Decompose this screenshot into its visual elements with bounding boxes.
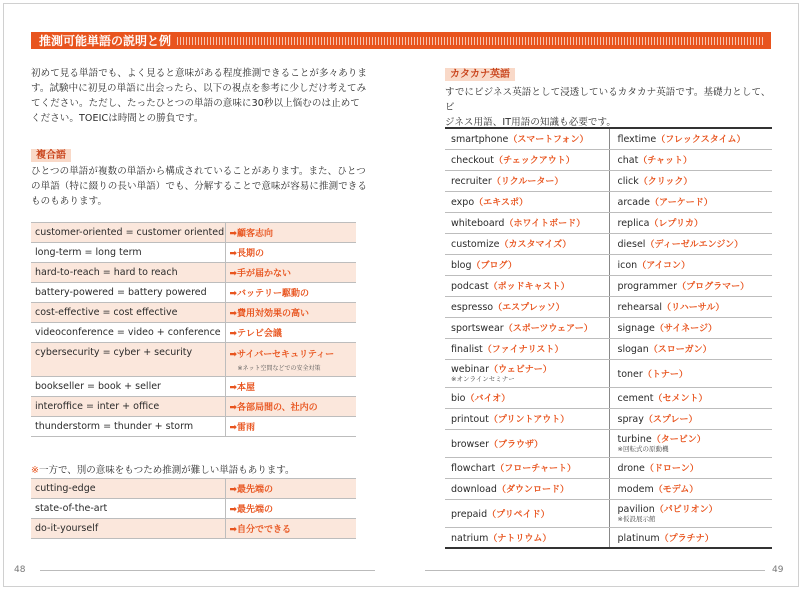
katakana-cell bbox=[445, 317, 609, 338]
katakana-text: プリントアウト bbox=[497, 415, 561, 425]
katakana-reading: （ポッドキャスト） bbox=[488, 282, 570, 292]
table-row bbox=[445, 408, 772, 429]
katakana-cell bbox=[609, 212, 772, 233]
katakana-text: スプレー bbox=[652, 415, 689, 425]
compound-meaning bbox=[225, 377, 356, 397]
table-row bbox=[31, 243, 356, 263]
compound-line: ひとつの単語が複数の単語から構成されていることがあります。また、ひとつ bbox=[31, 166, 366, 177]
english-word: toner bbox=[617, 368, 643, 380]
katakana-cell bbox=[609, 338, 772, 359]
katakana-text: クリック bbox=[647, 177, 684, 187]
english-word: replica bbox=[617, 218, 650, 229]
compound-meaning bbox=[225, 223, 356, 243]
meaning-text: 自分でできる bbox=[237, 525, 292, 535]
exception-word: state-of-the-art bbox=[31, 499, 225, 519]
intro-paragraph bbox=[31, 66, 371, 126]
katakana-cell bbox=[445, 254, 609, 275]
katakana-reading: （スローガン） bbox=[648, 345, 712, 355]
table-row bbox=[31, 417, 356, 437]
page-number-left: 48 bbox=[14, 565, 26, 575]
compound-word: cybersecurity = cyber + security bbox=[31, 343, 225, 377]
katakana-text: ブログ bbox=[480, 261, 508, 271]
katakana-reading: （ドローン） bbox=[644, 464, 699, 474]
katakana-text: ナトリウム bbox=[497, 533, 543, 544]
compound-meaning bbox=[225, 243, 356, 263]
katakana-reading: （ダウンロード） bbox=[496, 485, 569, 495]
arrow-icon: ➡ bbox=[229, 350, 238, 360]
katakana-text: アーケード bbox=[658, 198, 704, 208]
katakana-cell bbox=[445, 478, 609, 499]
katakana-cell bbox=[609, 387, 772, 408]
english-word: natrium bbox=[451, 532, 489, 544]
katakana-text: ウェビナー bbox=[498, 365, 543, 375]
katakana-cell bbox=[445, 429, 609, 457]
katakana-cell bbox=[445, 149, 609, 170]
katakana-cell bbox=[609, 233, 772, 254]
katakana-cell bbox=[609, 275, 772, 296]
english-word: chat bbox=[617, 155, 639, 166]
katakana-reading: （ブラウザ） bbox=[489, 439, 544, 450]
katakana-text: スポーツウェアー bbox=[512, 324, 584, 334]
english-word: modem bbox=[617, 484, 654, 495]
katakana-reading: （スマートフォン） bbox=[508, 135, 589, 146]
katakana-text: レプリカ bbox=[658, 219, 694, 229]
exception-word: cutting-edge bbox=[31, 479, 225, 499]
english-word: webinar bbox=[451, 364, 490, 375]
katakana-note: ※回転式の原動機 bbox=[617, 445, 669, 453]
table-row bbox=[445, 338, 772, 359]
english-word: whiteboard bbox=[451, 218, 505, 229]
compound-meaning bbox=[225, 323, 356, 343]
meaning-text: テレビ会議 bbox=[237, 329, 282, 339]
katakana-reading: （パビリオン） bbox=[654, 505, 718, 515]
katakana-text: リクルーター bbox=[500, 177, 555, 187]
meaning-text: 雷雨 bbox=[237, 423, 256, 433]
english-word: flowchart bbox=[451, 463, 496, 474]
katakana-cell bbox=[609, 359, 772, 387]
katakana-cell bbox=[445, 233, 609, 254]
katakana-cell bbox=[445, 408, 609, 429]
arrow-icon: ➡ bbox=[229, 269, 238, 279]
footer-rule-left bbox=[40, 570, 375, 571]
compound-meaning bbox=[225, 263, 356, 283]
english-word: smartphone bbox=[451, 134, 509, 146]
katakana-text: モデム bbox=[662, 485, 690, 495]
katakana-note: ※仮設展示館 bbox=[617, 515, 656, 523]
katakana-cell bbox=[609, 478, 772, 499]
table-row bbox=[31, 397, 356, 417]
english-word: blog bbox=[451, 260, 472, 271]
english-word: platinum bbox=[617, 532, 660, 544]
katakana-note: ※オンラインセミナー bbox=[451, 375, 515, 383]
table-row bbox=[445, 527, 772, 548]
compound-meaning bbox=[225, 397, 356, 417]
english-word: sportswear bbox=[451, 323, 504, 334]
english-word: expo bbox=[451, 197, 475, 208]
katakana-reading: （チェックアウト） bbox=[494, 156, 575, 166]
english-word: signage bbox=[617, 323, 655, 334]
exception-word: do-it-yourself bbox=[31, 519, 225, 539]
table-row bbox=[445, 191, 772, 212]
katakana-reading: （プリペイド） bbox=[487, 509, 550, 520]
english-word: bio bbox=[451, 393, 466, 404]
table-row bbox=[31, 323, 356, 343]
compound-word: videoconference = video + conference bbox=[31, 323, 225, 343]
katakana-cell bbox=[445, 457, 609, 478]
english-word: prepaid bbox=[451, 508, 488, 520]
english-word: spray bbox=[617, 414, 644, 425]
section-header bbox=[31, 32, 771, 49]
table-row bbox=[445, 275, 772, 296]
exception-meaning bbox=[225, 519, 356, 539]
english-word: finalist bbox=[451, 344, 483, 355]
katakana-reading: （セメント） bbox=[653, 394, 708, 404]
katakana-cell bbox=[445, 212, 609, 233]
katakana-cell bbox=[609, 408, 772, 429]
compound-table bbox=[31, 222, 356, 437]
katakana-reading: （トナー） bbox=[642, 369, 688, 380]
compound-meaning bbox=[225, 343, 356, 377]
katakana-text: パビリオン bbox=[663, 505, 709, 515]
table-row bbox=[445, 429, 772, 457]
table-row bbox=[445, 254, 772, 275]
english-word: checkout bbox=[451, 155, 495, 166]
compound-word: interoffice = inter + office bbox=[31, 397, 225, 417]
katakana-text: ドローン bbox=[653, 464, 690, 474]
katakana-reading: （ウェビナー） bbox=[489, 365, 552, 375]
compound-word: bookseller = book + seller bbox=[31, 377, 225, 397]
english-word: drone bbox=[617, 463, 645, 474]
table-row bbox=[31, 343, 356, 377]
arrow-icon: ➡ bbox=[229, 525, 238, 535]
table-row bbox=[31, 263, 356, 283]
katakana-line: ジネス用語、IT用語の知識も必要です。 bbox=[445, 117, 616, 128]
katakana-reading: （ブログ） bbox=[471, 261, 517, 271]
katakana-text: カスタマイズ bbox=[508, 240, 563, 250]
compound-line: の単語（特に綴りの長い単語）でも、分解することで意味が容易に推測できる bbox=[31, 181, 368, 192]
meaning-note: ※ネット空間などでの安全対策 bbox=[237, 365, 321, 372]
compound-word: hard-to-reach = hard to reach bbox=[31, 263, 225, 283]
katakana-text: バイオ bbox=[474, 394, 502, 404]
katakana-reading: （チャット） bbox=[638, 156, 693, 166]
katakana-reading: （プログラマー） bbox=[677, 282, 750, 292]
table-row bbox=[445, 149, 772, 170]
meaning-text: バッテリー駆動の bbox=[237, 289, 310, 299]
english-word: turbine bbox=[617, 434, 652, 445]
table-row bbox=[445, 499, 772, 527]
english-word: slogan bbox=[617, 344, 649, 355]
katakana-cell bbox=[609, 254, 772, 275]
katakana-reading: （レプリカ） bbox=[649, 219, 703, 229]
katakana-text: アイコン bbox=[646, 261, 682, 271]
katakana-reading: （バイオ） bbox=[465, 394, 511, 404]
katakana-cell bbox=[609, 149, 772, 170]
table-row bbox=[445, 233, 772, 254]
katakana-text: スマートフォン bbox=[517, 135, 580, 146]
katakana-tag: カタカナ英語 bbox=[445, 68, 515, 81]
table-row bbox=[445, 387, 772, 408]
arrow-icon: ➡ bbox=[229, 383, 238, 393]
meaning-text: 各部局間の、社内の bbox=[237, 403, 318, 413]
compound-tag: 複合語 bbox=[31, 149, 71, 162]
compound-meaning bbox=[225, 417, 356, 437]
katakana-reading: （スプレー） bbox=[643, 415, 698, 425]
katakana-cell bbox=[445, 359, 609, 387]
arrow-icon: ➡ bbox=[229, 249, 238, 259]
intro-line: す。試験中に初見の単語に出会ったら、以下の視点を参考に少しだけ考えてみ bbox=[31, 83, 367, 94]
katakana-text: セメント bbox=[662, 394, 699, 404]
exception-meaning bbox=[225, 499, 356, 519]
header-stripe bbox=[177, 37, 765, 45]
table-row bbox=[445, 128, 772, 149]
katakana-text: ホワイトボード bbox=[513, 219, 577, 229]
katakana-reading: （プリントアウト） bbox=[488, 415, 570, 425]
katakana-cell bbox=[609, 296, 772, 317]
section-title: 推測可能単語の説明と例 bbox=[39, 34, 172, 48]
katakana-text: ダウンロード bbox=[505, 485, 560, 495]
katakana-text: ブラウザ bbox=[498, 439, 535, 450]
compound-word: customer-oriented = customer oriented bbox=[31, 223, 225, 243]
english-word: arcade bbox=[617, 197, 650, 208]
arrow-icon: ➡ bbox=[229, 309, 238, 319]
katakana-reading: （ナトリウム） bbox=[488, 533, 552, 544]
katakana-text: プラチナ bbox=[668, 533, 705, 544]
intro-line: てください。ただし、たったひとつの単語の意味に30秒以上悩むのは止めて bbox=[31, 98, 360, 109]
compound-word: thunderstorm = thunder + storm bbox=[31, 417, 225, 437]
english-word: download bbox=[451, 484, 497, 495]
meaning-text: サイバーセキュリティー bbox=[237, 350, 335, 360]
katakana-reading: （フローチャート） bbox=[495, 464, 577, 474]
english-word: icon bbox=[617, 260, 638, 271]
footer-rule-right bbox=[425, 570, 765, 571]
intro-line: 初めて見る単語でも、よく見ると意味がある程度推測できることが多々ありま bbox=[31, 68, 368, 79]
katakana-cell bbox=[445, 128, 609, 149]
english-word: pavilion bbox=[617, 504, 655, 515]
compound-paragraph bbox=[31, 164, 371, 209]
page-number-right: 49 bbox=[772, 565, 784, 575]
katakana-reading: （フレックスタイム） bbox=[656, 135, 746, 146]
katakana-reading: （アーケード） bbox=[649, 198, 713, 208]
katakana-cell bbox=[609, 527, 772, 548]
katakana-text: チャット bbox=[647, 156, 684, 166]
meaning-text: 最先端の bbox=[237, 505, 274, 515]
compound-word: long-term = long term bbox=[31, 243, 225, 263]
katakana-text: サイネージ bbox=[663, 324, 708, 334]
katakana-reading: （リハーサル） bbox=[662, 303, 725, 313]
arrow-icon: ➡ bbox=[229, 423, 238, 433]
katakana-cell bbox=[609, 191, 772, 212]
arrow-icon: ➡ bbox=[229, 403, 238, 413]
exception-table bbox=[31, 478, 356, 539]
katakana-text: エスプレッソ bbox=[502, 303, 556, 313]
meaning-text: 本屋 bbox=[237, 383, 256, 393]
katakana-reading: （モデム） bbox=[653, 485, 699, 495]
katakana-cell bbox=[609, 457, 772, 478]
katakana-text: リハーサル bbox=[671, 303, 716, 313]
katakana-text: ポッドキャスト bbox=[497, 282, 561, 292]
table-row bbox=[445, 170, 772, 191]
english-word: click bbox=[617, 176, 639, 187]
table-row bbox=[445, 317, 772, 338]
katakana-cell bbox=[445, 170, 609, 191]
english-word: recruiter bbox=[451, 176, 492, 187]
compound-meaning bbox=[225, 303, 356, 323]
table-row bbox=[31, 377, 356, 397]
table-row bbox=[31, 499, 356, 519]
english-word: programmer bbox=[617, 281, 678, 292]
katakana-cell bbox=[445, 338, 609, 359]
katakana-reading: （クリック） bbox=[638, 177, 693, 187]
note-text: 一方で、別の意味をもつため推測が難しい単語もあります。 bbox=[38, 465, 295, 476]
katakana-cell bbox=[609, 317, 772, 338]
table-row bbox=[445, 359, 772, 387]
katakana-cell bbox=[445, 387, 609, 408]
katakana-reading: （エキスポ） bbox=[474, 198, 529, 208]
katakana-cell bbox=[609, 429, 772, 457]
katakana-reading: （サイネージ） bbox=[654, 324, 717, 334]
english-word: customize bbox=[451, 239, 500, 250]
compound-word: cost-effective = cost effective bbox=[31, 303, 225, 323]
meaning-text: 手が届かない bbox=[237, 269, 292, 279]
intro-line: ください。TOEICは時間との勝負です。 bbox=[31, 113, 204, 124]
compound-line: ものもあります。 bbox=[31, 196, 108, 207]
katakana-paragraph bbox=[445, 85, 775, 130]
table-row bbox=[445, 296, 772, 317]
table-row bbox=[445, 457, 772, 478]
katakana-reading: （タービン） bbox=[651, 435, 706, 445]
katakana-text: タービン bbox=[660, 435, 697, 445]
katakana-reading: （リクルーター） bbox=[491, 177, 564, 187]
katakana-cell bbox=[445, 527, 609, 548]
katakana-text: プログラマー bbox=[686, 282, 741, 292]
english-word: cement bbox=[617, 393, 654, 404]
note-mark: ※ bbox=[31, 465, 39, 476]
katakana-cell bbox=[609, 128, 772, 149]
exception-meaning bbox=[225, 479, 356, 499]
english-word: browser bbox=[451, 438, 490, 450]
english-word: flextime bbox=[617, 134, 657, 146]
meaning-text: 長期の bbox=[237, 249, 265, 259]
katakana-text: ファイナリスト bbox=[491, 345, 555, 355]
meaning-text: 費用対効果の高い bbox=[237, 309, 310, 319]
table-row bbox=[31, 479, 356, 499]
katakana-reading: （エスプレッソ） bbox=[493, 303, 565, 313]
katakana-reading: （ディーゼルエンジン） bbox=[645, 240, 744, 250]
exception-note bbox=[31, 462, 295, 476]
english-word: rehearsal bbox=[617, 302, 663, 313]
katakana-text: トナー bbox=[651, 369, 679, 380]
katakana-reading: （ファイナリスト） bbox=[482, 345, 564, 355]
katakana-reading: （プラチナ） bbox=[659, 533, 714, 544]
arrow-icon: ➡ bbox=[229, 505, 238, 515]
katakana-reading: （カスタマイズ） bbox=[499, 240, 572, 250]
meaning-text: 顧客志向 bbox=[237, 229, 274, 239]
katakana-text: ディーゼルエンジン bbox=[654, 240, 735, 250]
compound-meaning bbox=[225, 283, 356, 303]
katakana-text: チェックアウト bbox=[503, 156, 566, 166]
meaning-text: 最先端の bbox=[237, 485, 274, 495]
arrow-icon: ➡ bbox=[229, 229, 238, 239]
katakana-text: エキスポ bbox=[483, 198, 519, 208]
katakana-text: フローチャート bbox=[504, 464, 568, 474]
katakana-cell bbox=[445, 191, 609, 212]
katakana-line: すでにビジネス英語として浸透しているカタカナ英語です。基礎力として、ビ bbox=[445, 87, 771, 113]
katakana-text: スローガン bbox=[657, 345, 703, 355]
english-word: espresso bbox=[451, 302, 494, 313]
table-row bbox=[445, 478, 772, 499]
table-row bbox=[31, 519, 356, 539]
katakana-cell bbox=[445, 296, 609, 317]
katakana-table bbox=[445, 127, 772, 549]
katakana-cell bbox=[609, 499, 772, 527]
english-word: printout bbox=[451, 414, 489, 425]
table-row bbox=[31, 303, 356, 323]
katakana-text: フレックスタイム bbox=[665, 135, 737, 146]
katakana-cell bbox=[609, 170, 772, 191]
arrow-icon: ➡ bbox=[229, 289, 238, 299]
table-row bbox=[31, 223, 356, 243]
table-row bbox=[31, 283, 356, 303]
katakana-cell bbox=[445, 499, 609, 527]
english-word: podcast bbox=[451, 281, 489, 292]
table-row bbox=[445, 212, 772, 233]
english-word: diesel bbox=[617, 239, 646, 250]
katakana-reading: （アイコン） bbox=[637, 261, 691, 271]
katakana-text: プリペイド bbox=[496, 509, 541, 520]
katakana-reading: （ホワイトボード） bbox=[504, 219, 586, 229]
arrow-icon: ➡ bbox=[229, 329, 238, 339]
katakana-cell bbox=[445, 275, 609, 296]
compound-word: battery-powered = battery powered bbox=[31, 283, 225, 303]
arrow-icon: ➡ bbox=[229, 485, 238, 495]
katakana-reading: （スポーツウェアー） bbox=[503, 324, 593, 334]
